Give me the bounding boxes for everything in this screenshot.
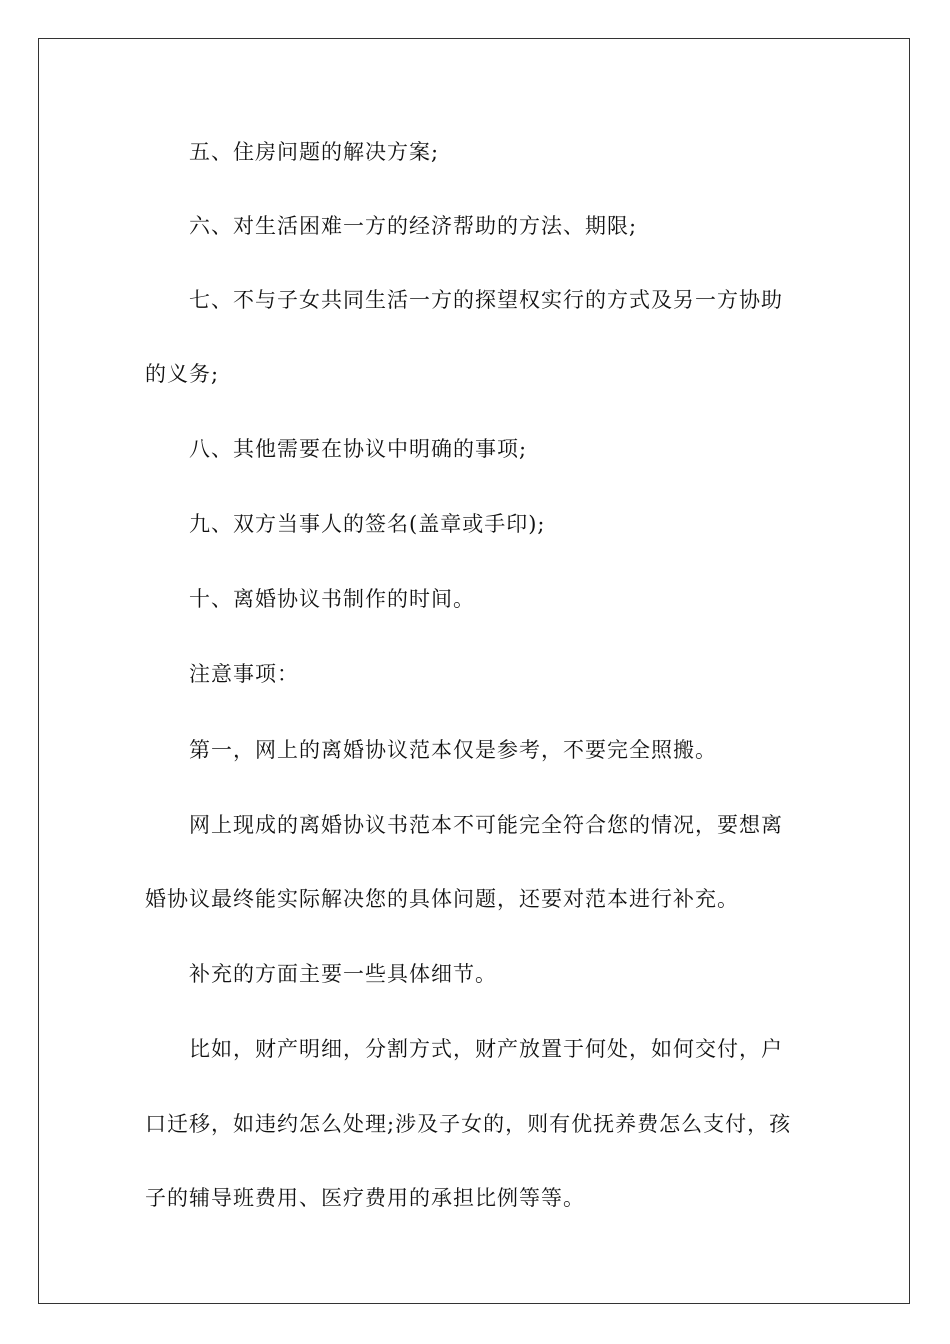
paragraph-example-line1: 比如，财产明细，分割方式，财产放置于何处，如何交付，户 (189, 1037, 783, 1061)
item-five-housing: 五、住房问题的解决方案; (189, 140, 440, 164)
note-first: 第一，网上的离婚协议范本仅是参考，不要完全照搬。 (189, 738, 717, 762)
paragraph-details: 补充的方面主要一些具体细节。 (189, 962, 497, 986)
paragraph-template-line1: 网上现成的离婚协议书范本不可能完全符合您的情况，要想离 (189, 813, 783, 837)
item-nine-signatures: 九、双方当事人的签名(盖章或手印); (189, 512, 546, 536)
paragraph-example-line2: 口迁移，如违约怎么处理;涉及子女的，则有优抚养费怎么支付，孩 (145, 1112, 792, 1136)
notes-heading: 注意事项： (189, 662, 299, 686)
item-seven-visitation-line1: 七、不与子女共同生活一方的探望权实行的方式及另一方协助 (189, 288, 783, 312)
item-seven-visitation-line2: 的义务; (145, 362, 220, 386)
paragraph-template-line2: 婚协议最终能实际解决您的具体问题，还要对范本进行补充。 (145, 887, 739, 911)
item-eight-other-matters: 八、其他需要在协议中明确的事项; (189, 437, 528, 461)
item-ten-date: 十、离婚协议书制作的时间。 (189, 587, 475, 611)
paragraph-example-line3: 子的辅导班费用、医疗费用的承担比例等等。 (145, 1186, 585, 1210)
item-six-financial-help: 六、对生活困难一方的经济帮助的方法、期限; (189, 214, 638, 238)
